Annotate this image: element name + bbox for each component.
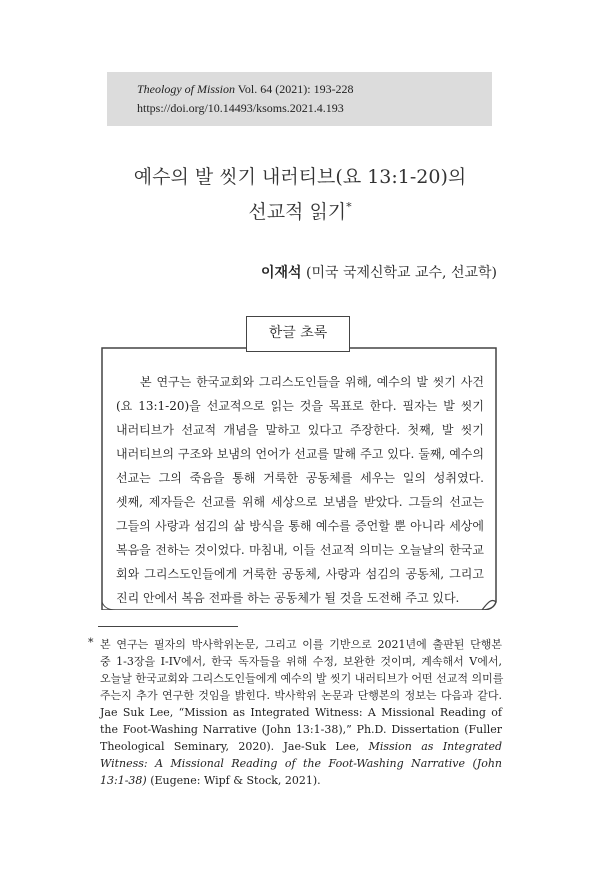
abstract-line: 내러티브가 선교적 개념을 말하고 있다고 주장한다. 첫째, 발 씻기 bbox=[116, 423, 484, 437]
journal-doi[interactable]: https://doi.org/10.14493/ksoms.2021.4.193 bbox=[137, 101, 344, 115]
abstract-line: 셋째, 제자들은 선교를 위해 세상으로 보냄을 받았다. 그들의 선교는 bbox=[116, 495, 484, 509]
author-name: 이재석 bbox=[260, 265, 302, 281]
footnote-line bbox=[88, 755, 502, 772]
abstract-label: 한글 초록 bbox=[246, 316, 350, 352]
abstract-line: 복음을 전하는 것이었다. 마침내, 이들 선교적 의미는 오늘날의 한국교 bbox=[116, 543, 484, 557]
abstract-line: 본 연구는 한국교회와 그리스도인들을 위해, 예수의 발 씻기 사건 bbox=[140, 375, 484, 389]
author-byline bbox=[261, 262, 497, 282]
author-affiliation: (미국 국제신학교 교수, 선교학) bbox=[305, 265, 497, 281]
footnote-book-subtitle-end: 13:1-38) bbox=[100, 774, 147, 787]
article-title-text: 선교적 읽기 bbox=[248, 201, 347, 223]
journal-volume: Vol. 64 (2021): 193-228 bbox=[235, 82, 354, 96]
footnote-line: Jae Suk Lee, “Mission as Integrated Witness: A Missional Reading of bbox=[100, 706, 502, 719]
footnote-line: the Foot-Washing Narrative (John 13:1-38),” Ph.D. Dissertation (Fuller bbox=[100, 723, 502, 736]
article-title-line-2 bbox=[0, 197, 600, 224]
abstract-line: 그들의 사랑과 섬김의 삶 방식을 통해 예수를 증언할 뿐 아니라 세상에 bbox=[116, 519, 484, 533]
footnote-line bbox=[88, 738, 502, 755]
footnote-line bbox=[88, 772, 502, 789]
footnote-book-subtitle: Witness: A Missional Reading of the Foot-Washing Narrative (John bbox=[100, 757, 502, 770]
abstract-line: 회와 그리스도인들에게 거룩한 공동체, 사랑과 섬김의 공동체, 그리고 bbox=[116, 567, 484, 581]
footnote bbox=[88, 636, 502, 789]
journal-name: Theology of Mission bbox=[137, 82, 235, 96]
footnote-book-title: Mission as Integrated bbox=[368, 740, 503, 753]
journal-info-box bbox=[107, 72, 492, 126]
footnote-line: 주는지 추가 연구한 것임을 밝힌다. 박사학위 논문과 단행본의 정보는 다음과 같다. bbox=[100, 689, 502, 702]
footnote-line: 본 연구는 필자의 박사학위논문, 그리고 이를 기반으로 2021년에 출판된 단행본 bbox=[100, 638, 502, 651]
abstract-text bbox=[116, 370, 484, 610]
footnote-divider bbox=[98, 626, 238, 627]
title-footnote-marker[interactable]: * bbox=[346, 200, 352, 214]
abstract-line: 선교는 그의 죽음을 통해 거룩한 공동체를 세우는 일의 성취였다. bbox=[116, 471, 484, 485]
article-title-line-1: 예수의 발 씻기 내러티브(요 13:1-20)의 bbox=[133, 166, 467, 188]
abstract-line: 내러티브의 구조와 보냄의 언어가 선교를 말해 주고 있다. 둘째, 예수의 bbox=[116, 447, 484, 461]
footnote-line: 오늘날 한국교회와 그리스도인들에게 예수의 발 씻기 내러티브가 어떤 선교적 의미를 bbox=[100, 672, 504, 685]
footnote-line-text: Theological Seminary, 2020). Jae-Suk Lee, bbox=[100, 740, 369, 753]
abstract-line: (요 13:1-20)을 선교적으로 읽는 것을 목표로 한다. 필자는 발 씻기 bbox=[116, 399, 484, 413]
journal-citation bbox=[137, 82, 354, 97]
abstract-frame-corner bbox=[102, 602, 116, 610]
abstract-box bbox=[98, 325, 500, 610]
footnote-line: 중 1-3장을 I-IV에서, 한국 독자들을 위해 수정, 보완한 것이며, 계속해서 V에서, bbox=[100, 655, 502, 668]
footnote-publisher: (Eugene: Wipf & Stock, 2021). bbox=[146, 774, 321, 787]
footnote-marker: * bbox=[88, 636, 94, 649]
abstract-line: 진리 안에서 복음 전파를 하는 공동체가 될 것을 도전해 주고 있다. bbox=[116, 591, 460, 605]
